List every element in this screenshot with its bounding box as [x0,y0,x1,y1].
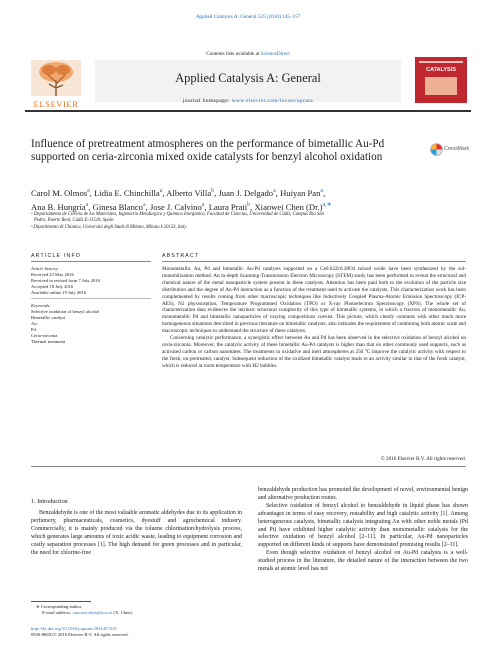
history-label: Article history: [31,266,59,271]
affiliations [31,212,451,231]
author: Ana B. Hungría$^a$, [31,202,93,213]
journal-title: Applied Catalysis A: General [175,71,321,85]
article-info-rule [31,261,151,262]
elsevier-tree-icon [25,58,87,98]
footnotes [36,604,256,616]
affiliation-a-line2: Pedro, Puerto Real, Cádiz E-11510, Spain [34,218,114,224]
section-heading: 1. Introduction [31,498,68,505]
author: Xiaowei Chen $(Dr.)^{a,∗}$ [254,202,332,213]
homepage-line: journal homepage: www.elsevier.com/locate/apcata [182,98,314,104]
email-note: E-mail address: xiaowei.chen@uca.es (X. Chen). [42,610,134,615]
keyword: Pd [31,327,36,332]
sciencedirect-link[interactable]: ScienceDirect [260,51,290,57]
contents-line: Contents lists available at ScienceDirect [206,51,290,57]
keyword: Selective oxidation of benzyl alcohol [31,309,100,314]
intro-paragraph-1-cont: benzaldehyde production has promoted the development of novel, environmental benign and alternative production routes. [258,487,468,501]
keywords-label: Keywords: [31,303,51,308]
cover-title: CATALYSIS [426,67,456,73]
keyword: Au [31,321,37,326]
keywords [31,303,153,345]
intro-paragraph-1: Benzaldehyde is one of the most valuable aromatic aldehydes due to its application in perfumery, pharmaceuticals, cosmetics, dyestuff and agrochemical industry. Commercially, it is mainly produced via the toluene chlorination/hydrolysis process, which generates large amounts of toxic acidic waste, leading to equipment corrosion and costly separation processes [1]. The high demand for green processes and in particular, the need for chlorine-free [31,510,242,556]
footnote-rule [31,601,91,602]
issn-line: 0926-860X/© 2016 Elsevier B.V. All rights reserved. [31,632,129,637]
history-online: Available online 19 July 2016 [31,290,87,295]
corresponding-author-note: ∗ Corresponding author. [36,604,83,609]
abstract-heading: ABSTRACT [162,253,200,259]
doi-block [31,626,271,638]
crossmark-label: CrossMark [444,146,470,152]
journal-cover [415,57,467,103]
author: Lidia E. Chinchilla$^a$, [94,187,167,198]
author: Carol M. Olmos$^a$, [31,187,95,198]
running-header: Applied Catalysis A: General 525 (2016) 145–157 [195,14,301,20]
article-info-heading: ARTICLE INFO [31,253,82,259]
history-accepted: Accepted 18 July 2016 [31,284,74,289]
affiliation-b: ᵇ Dipartimento di Chimica, Università degli Studi di Milano, Milano I-20133, Italy [31,224,187,230]
crossmark-badge[interactable] [430,143,472,157]
author: Juan J. Delgado$^a$, [218,187,281,198]
keyword: Bimetallic catalyst [31,315,66,320]
keyword: Thermal treatment [31,339,66,344]
history-revised: Received in revised form 7 July 2016 [31,278,100,283]
intro-paragraph-3: Even though selective oxidation of benzyl alcohol on Au-Pd catalysts is a well-studied process in the literature, the detailed nature of the interaction between the two metals at atomic level has not [258,550,468,573]
journal-homepage-link[interactable]: www.elsevier.com/locate/apcata [231,98,314,104]
email-link[interactable]: xiaowei.chen@uca.es [72,610,113,615]
keywords-rule [31,298,151,299]
elsevier-wordmark: ELSEVIER [33,99,79,109]
history-received: Received 23 May 2016 [31,272,74,277]
doi-link[interactable]: http://dx.doi.org/10.1016/j.apcata.2016.07.013 [31,626,117,631]
abstract-body [162,266,466,370]
abstract-copyright: © 2016 Elsevier B.V. All rights reserved. [380,456,466,462]
abstract-rule [162,261,466,262]
author: Ginesa Blanco$^a$, [92,202,150,213]
body-left-column [31,510,242,557]
crossmark-icon [430,143,443,156]
elsevier-logo [25,58,87,108]
abstract-paragraph-2: Concerning catalytic performance, a synergistic effect between Au and Pd has been observed in the selective oxidation of benzyl alcohol on ceria-zirconia. Moreover, the catalytic activity of these bimetallic Au-Pd catalysts is higher than that on other commonly used supports, such as activated carbon or carbon nanotubes. The treatments in oxidative and inert atmospheres at 250 °C improve the catalytic activity with respect to the fresh, un-pretreated, catalyst. Subsequent reduction of the oxidized bimetallic catalyst leads to an activity similar to that of the fresh catalyst, which is reduced at room temperature with H2 bubbles. [162,335,466,369]
author-list [31,185,451,214]
author: Laura Prati$^b$, [208,202,255,213]
abstract-paragraph-1: Monometallic Au, Pd and bimetallic Au-Pd catalysts supported on a Ce0.62Zr0.38O2 mixed oxide have been synthesized by the sol-immobilization method. An in-depth Scanning-Transmission Electron Microscopy (STEM) study has been performed to reveal the structural and chemical nature of the metal nanoparticle system present in these catalysts. Attention has been paid both to the evolution of the particle size distribution and the degree of Au-Pd interaction as a function of the treatment used to activate the catalysts. This characterization work has been complemented by results coming from other macroscopic techniques like Inductively Coupled Plasma-Atomic Emission Spectroscopy (ICP-AES), N2 physisorption, Temperature Programmed Oxidation (TPO) or X-ray Photoelectron Spectroscopy (XPS). The whole set of characterization data evidences the intrinsic structural complexity of this type of bimetallic systems, in which a fraction of monometallic Au, monometallic Pd and bimetallic nanoparticles of varying compositions coexist. This picture, which clearly contrasts with other much more homogeneous situations described in previous literature on bimetallic catalysts, also indicates the requirement of combining both atomic scale and macroscopic techniques to understand the structure of these catalysts. [162,266,466,335]
abstract-bottom-rule [31,466,466,467]
intro-paragraph-2: Selective oxidation of benzyl alcohol to benzaldehyde in liquid phase has shown advantages in terms of easy recovery, reusability and high catalytic activity [1]. Among heterogeneous catalysts, bimetallic catalysts integrating Au with other noble metals (Pd and Pt) have exhibited higher catalytic activity than monometallic catalysts for the selective oxidation of benzyl alcohol [2–11]. In particular, Au-Pd nanoparticles supported on different kinds of supports have demonstrated promising results [2–11]. [258,502,468,549]
author: Huiyan Pan$^a$, [280,187,326,198]
article-history [31,266,153,296]
author: Jose J. Calvino$^a$, [149,202,209,213]
body-right-column [258,487,468,574]
masthead-rule [25,110,471,112]
keyword: Ceria-zirconia [31,333,58,338]
affiliation-a-line1: ᵃ Departamento de Ciencia de los Materiales, Ingeniería Metalúrgica y Química Inorgánica, Facultad de Ciencias, Universidad de Cádiz, Campus Río San [31,212,324,217]
article-title: Influence of pretreatment atmospheres on the performance of bimetallic Au-Pd supported on ceria-zirconia mixed oxide catalysts for benzyl alcohol oxidation [31,138,385,163]
author: Alberto Villa$^b$, [166,187,219,198]
